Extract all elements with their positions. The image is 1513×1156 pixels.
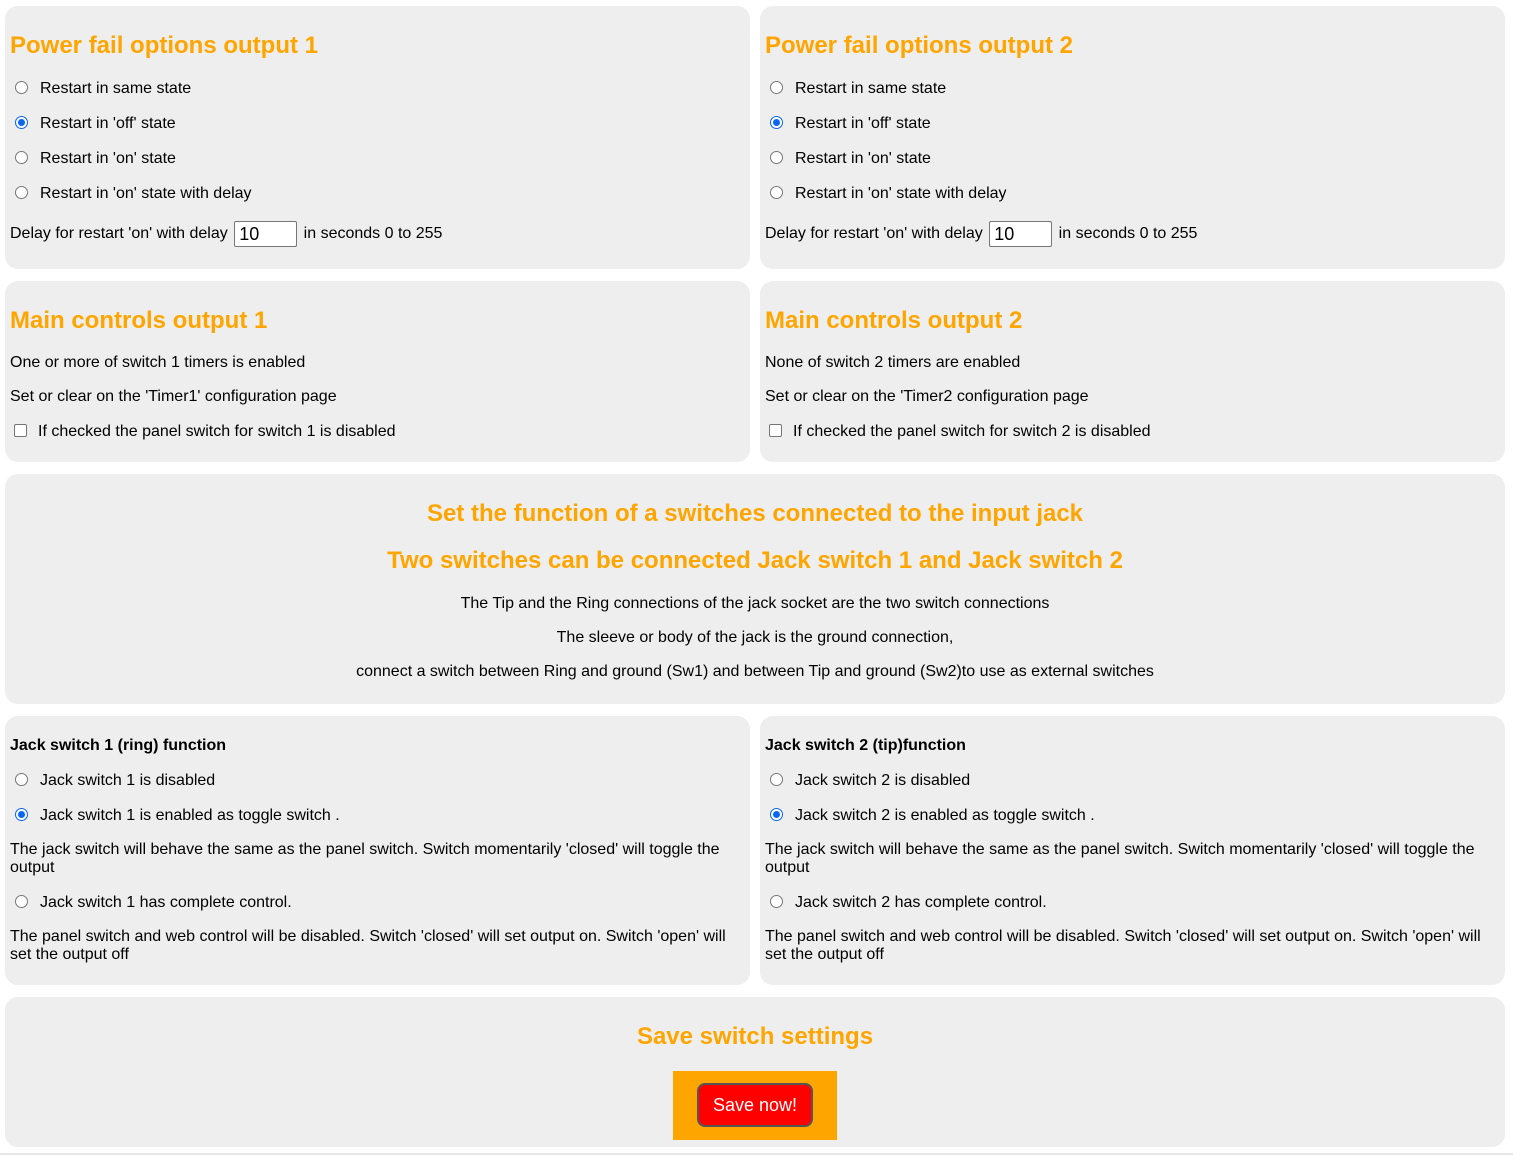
pf2-option-label: Restart in 'off' state (795, 115, 931, 132)
mc1-config-note: Set or clear on the 'Timer1' configuration page (10, 388, 337, 405)
mc1-timer-status: One or more of switch 1 timers is enabled (10, 354, 306, 371)
power-fail-panel-1 (5, 6, 750, 269)
js2-option-disabled[interactable] (765, 771, 970, 791)
save-title: Save switch settings (636, 1023, 874, 1050)
jack-info-line-1: The Tip and the Ring connections of the jack socket are the two switch connections (460, 595, 1050, 612)
js1-toggle-desc: The jack switch will behave the same as the panel switch. Switch momentarily 'closed' will toggle the output (10, 841, 720, 876)
mc2-config-note: Set or clear on the 'Timer2 configuration page (765, 388, 1089, 405)
pf2-option-same[interactable] (765, 79, 946, 99)
mc2-panel-disable[interactable] (765, 422, 1151, 442)
js2-option-complete[interactable] (765, 893, 1047, 913)
mc1-panel-disable-checkbox[interactable] (14, 424, 27, 437)
js1-complete-label: Jack switch 1 has complete control. (40, 894, 292, 911)
mc1-panel-disable[interactable] (10, 422, 396, 442)
jack-info-subtitle: Two switches can be connected Jack switch 1 and Jack switch 2 (387, 547, 1123, 574)
mc2-panel-disable-label: If checked the panel switch for switch 2 is disabled (793, 423, 1151, 440)
pf1-option-on[interactable] (10, 149, 176, 169)
pf1-radio-on[interactable] (15, 151, 28, 164)
pf2-radio-on[interactable] (770, 151, 783, 164)
js2-radio-complete[interactable] (770, 895, 783, 908)
js1-radio-complete[interactable] (15, 895, 28, 908)
main-controls-panel-2 (760, 281, 1505, 462)
js2-disabled-label: Jack switch 2 is disabled (795, 772, 971, 789)
pf1-radio-same[interactable] (15, 81, 28, 94)
pf1-option-label: Restart in same state (40, 80, 192, 97)
main-controls-title-2: Main controls output 2 (765, 307, 1023, 334)
js1-radio-disabled[interactable] (15, 773, 28, 786)
pf2-option-on-delay[interactable] (765, 184, 1007, 204)
js2-complete-desc: The panel switch and web control will be disabled. Switch 'closed' will set output on. Switch 'open' will set the output off (765, 928, 1481, 963)
save-button-container (673, 1071, 837, 1140)
js1-toggle-label: Jack switch 1 is enabled as toggle switch . (40, 807, 340, 824)
power-fail-panel-2 (760, 6, 1505, 269)
page-bottom-divider (0, 1153, 1513, 1155)
js1-option-complete[interactable] (10, 893, 292, 913)
jack-info-line-2: The sleeve or body of the jack is the ground connection, (556, 629, 954, 646)
js1-heading: Jack switch 1 (ring) function (10, 737, 227, 754)
js2-radio-toggle[interactable] (770, 808, 783, 821)
mc2-timer-status: None of switch 2 timers are enabled (765, 354, 1021, 371)
pf1-option-on-delay[interactable] (10, 184, 252, 204)
pf2-option-label: Restart in same state (795, 80, 947, 97)
pf1-option-label: Restart in 'on' state with delay (40, 185, 252, 202)
pf2-option-off[interactable] (765, 114, 931, 134)
pf2-delay-row (765, 220, 1197, 248)
pf2-radio-on-delay[interactable] (770, 186, 783, 199)
js2-toggle-label: Jack switch 2 is enabled as toggle switch . (795, 807, 1095, 824)
js1-option-disabled[interactable] (10, 771, 215, 791)
pf2-delay-input[interactable]: 10 (989, 221, 1052, 247)
power-fail-title-2: Power fail options output 2 (765, 32, 1073, 59)
pf2-delay-suffix: in seconds 0 to 255 (1058, 225, 1198, 242)
jack-info-line-3: connect a switch between Ring and ground (Sw1) and between Tip and ground (Sw2)to use as external switches (356, 663, 1154, 680)
js1-complete-desc: The panel switch and web control will be disabled. Switch 'closed' will set output on. Switch 'open' will set the output off (10, 928, 726, 963)
pf2-radio-off[interactable] (770, 116, 783, 129)
pf1-radio-off[interactable] (15, 116, 28, 129)
js1-radio-toggle[interactable] (15, 808, 28, 821)
pf2-option-on[interactable] (765, 149, 931, 169)
power-fail-title-1: Power fail options output 1 (10, 32, 318, 59)
jack-switch-panel-2 (760, 716, 1505, 985)
pf1-option-label: Restart in 'on' state (40, 150, 176, 167)
save-panel (5, 997, 1505, 1147)
mc1-panel-disable-label: If checked the panel switch for switch 1 is disabled (38, 423, 396, 440)
mc2-panel-disable-checkbox[interactable] (769, 424, 782, 437)
jack-info-title: Set the function of a switches connected to the input jack (426, 500, 1084, 527)
pf1-radio-on-delay[interactable] (15, 186, 28, 199)
pf1-option-label: Restart in 'off' state (40, 115, 176, 132)
jack-info-panel (5, 474, 1505, 704)
js2-toggle-desc: The jack switch will behave the same as the panel switch. Switch momentarily 'closed' will toggle the output (765, 841, 1475, 876)
pf1-delay-label: Delay for restart 'on' with delay (10, 225, 228, 242)
js2-radio-disabled[interactable] (770, 773, 783, 786)
js1-option-toggle[interactable] (10, 806, 340, 826)
pf1-option-same[interactable] (10, 79, 191, 99)
main-controls-panel-1 (5, 281, 750, 462)
js2-option-toggle[interactable] (765, 806, 1095, 826)
pf1-delay-input[interactable]: 10 (234, 221, 297, 247)
save-now-button[interactable]: Save now! (697, 1083, 813, 1127)
pf2-option-label: Restart in 'on' state with delay (795, 185, 1007, 202)
pf2-delay-label: Delay for restart 'on' with delay (765, 225, 983, 242)
pf1-option-off[interactable] (10, 114, 176, 134)
js2-heading: Jack switch 2 (tip)function (765, 737, 966, 754)
pf2-radio-same[interactable] (770, 81, 783, 94)
main-controls-title-1: Main controls output 1 (10, 307, 268, 334)
pf1-delay-row (10, 220, 442, 248)
pf1-delay-suffix: in seconds 0 to 255 (303, 225, 443, 242)
jack-switch-panel-1 (5, 716, 750, 985)
js2-complete-label: Jack switch 2 has complete control. (795, 894, 1047, 911)
pf2-option-label: Restart in 'on' state (795, 150, 931, 167)
js1-disabled-label: Jack switch 1 is disabled (40, 772, 216, 789)
